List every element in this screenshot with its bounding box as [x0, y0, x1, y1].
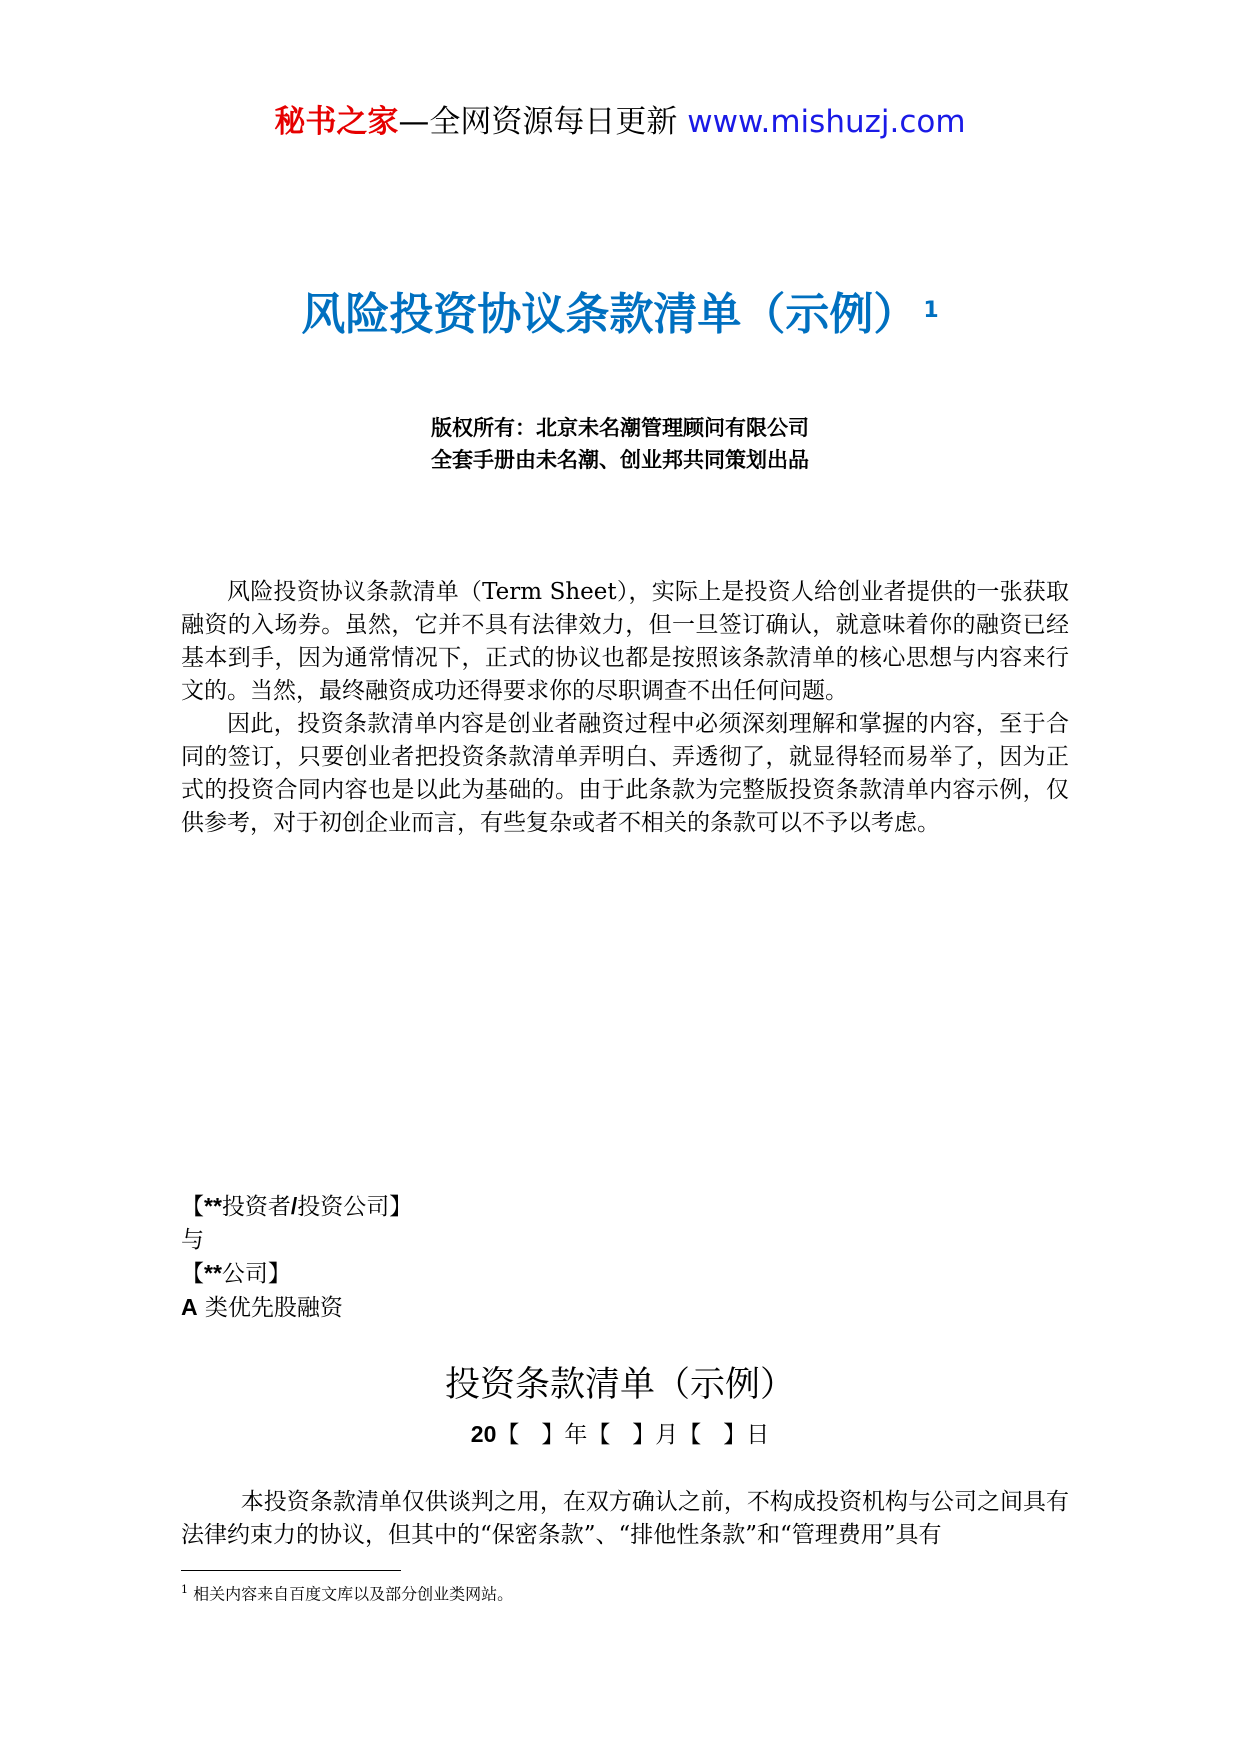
copyright-line: 版权所有：北京未名潮管理顾问有限公司: [431, 416, 809, 440]
intro-paragraph-2: 因此，投资条款清单内容是创业者融资过程中必须深刻理解和掌握的内容，至于合同的签订，只要创业者把投资条款清单弄明白、弄透彻了，就显得轻而易举了，因为正式的投资合同内容也是以此为基础的。由于此条款为完整版投资条款清单内容示例，仅供参考，对于初创企业而言，有些复杂或者不相关的条款可以不予以考虑。: [181, 711, 1069, 836]
site-brand: 秘书之家: [274, 104, 399, 140]
footnote: [181, 1578, 513, 1606]
investor-placeholder: **: [204, 1193, 222, 1219]
round-letter: A: [181, 1294, 198, 1320]
bracket-open: 【: [181, 1261, 204, 1287]
footnote-separator: [181, 1570, 401, 1571]
site-tagline: —全网资源每日更新: [398, 104, 678, 140]
term-sheet-title: 投资条款清单（示例）: [444, 1365, 795, 1405]
financing-round-line: [181, 1291, 412, 1325]
date-year-prefix: 20: [470, 1421, 497, 1447]
investor-label: 投资者: [221, 1194, 291, 1220]
slash: /: [290, 1193, 298, 1219]
company-label: 公司】: [221, 1261, 291, 1287]
footnote-text: 相关内容来自百度文库以及部分创业类网站。: [193, 1584, 514, 1604]
company-placeholder: **: [204, 1260, 222, 1286]
bracket-open: 【: [181, 1194, 204, 1220]
with-line: 与: [181, 1227, 204, 1253]
investor-line: [181, 1190, 412, 1224]
date-fields: 【 】年【 】月【 】日: [496, 1422, 770, 1448]
parties-block: [181, 1190, 412, 1325]
document-title: [0, 285, 1240, 345]
title-footnote-marker[interactable]: 1: [923, 298, 939, 323]
term-sheet-date: [0, 1417, 1240, 1452]
intro-paragraph-1: 风险投资协议条款清单（Term Sheet），实际上是投资人给创业者提供的一张获取融资的入场券。虽然，它并不具有法律效力，但一旦签订确认，就意味着你的融资已经基本到手，因为通常情况下，正式的协议也都是按照该条款清单的核心思想与内容来行文的。当然，最终融资成功还得要求你的尽职调查不出任何问题。: [181, 579, 1069, 704]
footnote-marker: 1: [181, 1583, 188, 1596]
document-title-text: 风险投资协议条款清单（示例）: [301, 289, 918, 340]
intro-section: [181, 576, 1069, 840]
term-sheet-paragraph-1: 本投资条款清单仅供谈判之用，在双方确认之前，不构成投资机构与公司之间具有法律约束力的协议，但其中的“保密条款”、“排他性条款”和“管理费用”具有: [181, 1489, 1069, 1548]
site-url-link[interactable]: www.mishuzj.com: [687, 104, 966, 140]
investor-company-label: 投资公司】: [297, 1194, 413, 1220]
site-banner: [0, 100, 1240, 144]
producer-line: 全套手册由未名潮、创业邦共同策划出品: [431, 448, 809, 472]
company-line: [181, 1257, 412, 1291]
copyright-block: [0, 412, 1240, 476]
round-label: 类优先股融资: [197, 1295, 343, 1321]
